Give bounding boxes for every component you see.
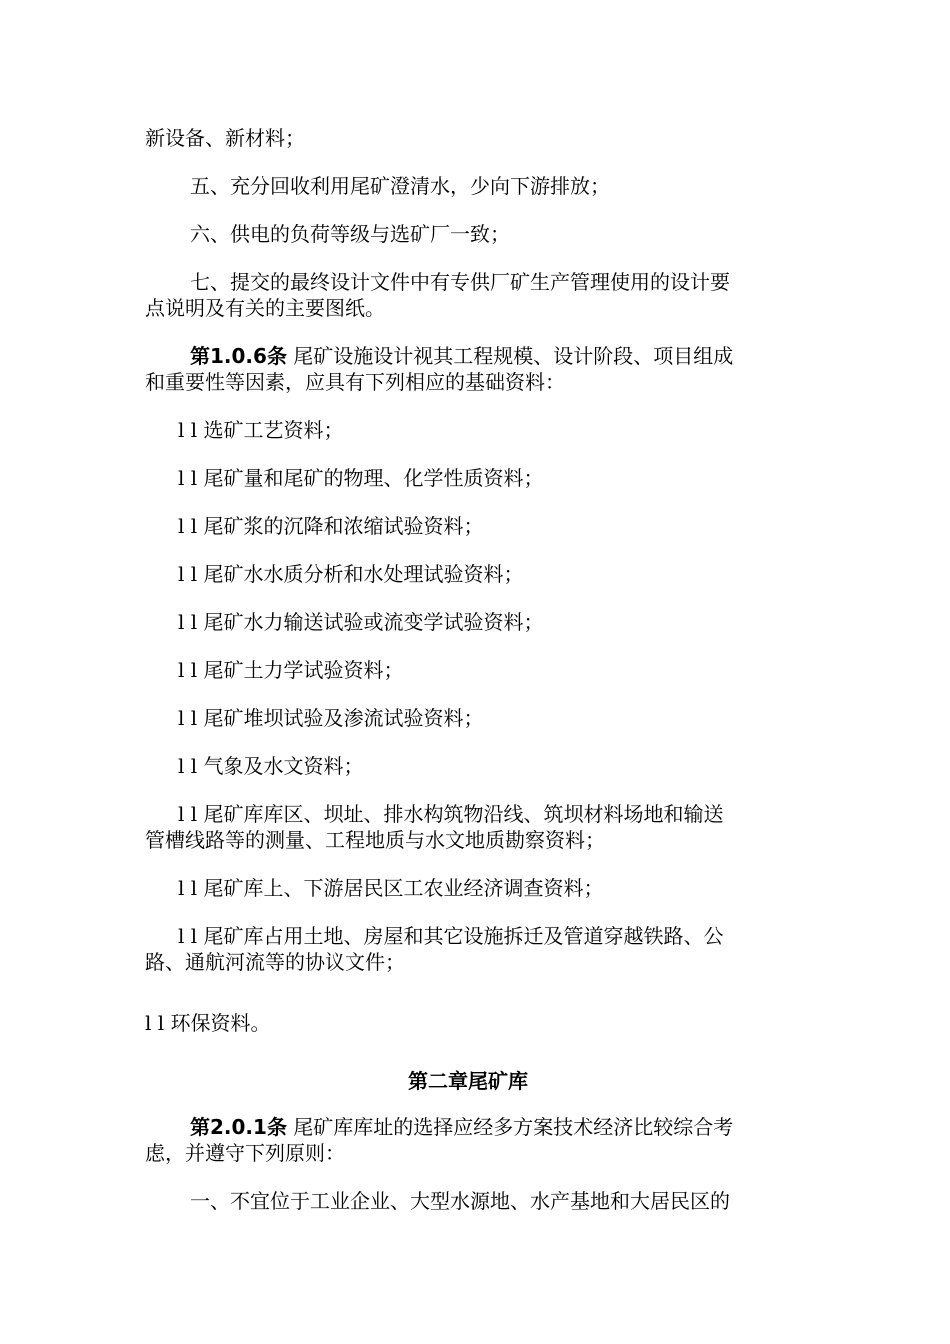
- list-item: l l 尾矿库上、下游居民区工农业经济调查资料；: [178, 876, 604, 900]
- list-item: l l 尾矿土力学试验资料；: [178, 658, 404, 682]
- chapter-title: 第二章尾矿库: [408, 1069, 528, 1093]
- list-item: l l 环保资料。: [145, 1011, 271, 1035]
- article-1-0-6-line1: [190, 343, 733, 369]
- paragraph-item-seven-line2: 点说明及有关的主要图纸。: [145, 296, 385, 320]
- article-1-0-6-line2: 和重要性等因素，应具有下列相应的基础资料：: [145, 370, 565, 394]
- list-item-agreements-line1: l l 尾矿库占用土地、房屋和其它设施拆迁及管道穿越铁路、公: [178, 924, 724, 948]
- article-2-0-1-line1: [190, 1114, 733, 1140]
- paragraph-new-equipment: 新设备、新材料；: [145, 126, 305, 150]
- list-item-survey-line1: l l 尾矿库库区、坝址、排水构筑物沿线、筑坝材料场地和输送: [178, 802, 724, 826]
- list-item: l l 尾矿浆的沉降和浓缩试验资料；: [178, 514, 484, 538]
- article-1-0-6-label: 第1.0.6条: [190, 344, 287, 368]
- list-item: l l 尾矿水水质分析和水处理试验资料；: [178, 562, 524, 586]
- list-item-agreements-line2: 路、通航河流等的协议文件；: [145, 950, 405, 974]
- list-item: l l 气象及水文资料；: [178, 754, 364, 778]
- article-1-0-6-text: 尾矿设施设计视其工程规模、设计阶段、项目组成: [286, 344, 734, 368]
- paragraph-item-one: 一、不宜位于工业企业、大型水源地、水产基地和大居民区的: [190, 1189, 730, 1213]
- paragraph-item-seven-line1: 七、提交的最终设计文件中有专供厂矿生产管理使用的设计要: [190, 270, 730, 294]
- list-item: l l 尾矿堆坝试验及渗流试验资料；: [178, 706, 484, 730]
- list-item-survey-line2: 管槽线路等的测量、工程地质与水文地质勘察资料；: [145, 828, 605, 852]
- list-item: l l 尾矿量和尾矿的物理、化学性质资料；: [178, 466, 544, 490]
- article-2-0-1-text: 尾矿库库址的选择应经多方案技术经济比较综合考: [286, 1115, 734, 1139]
- paragraph-item-six: 六、供电的负荷等级与选矿厂一致；: [190, 222, 510, 246]
- article-2-0-1-line2: 虑，并遵守下列原则：: [145, 1141, 345, 1165]
- article-2-0-1-label: 第2.0.1条: [190, 1115, 287, 1139]
- paragraph-item-five: 五、充分回收利用尾矿澄清水，少向下游排放；: [190, 174, 610, 198]
- list-item: l l 选矿工艺资料；: [178, 418, 344, 442]
- list-item: l l 尾矿水力输送试验或流变学试验资料；: [178, 610, 544, 634]
